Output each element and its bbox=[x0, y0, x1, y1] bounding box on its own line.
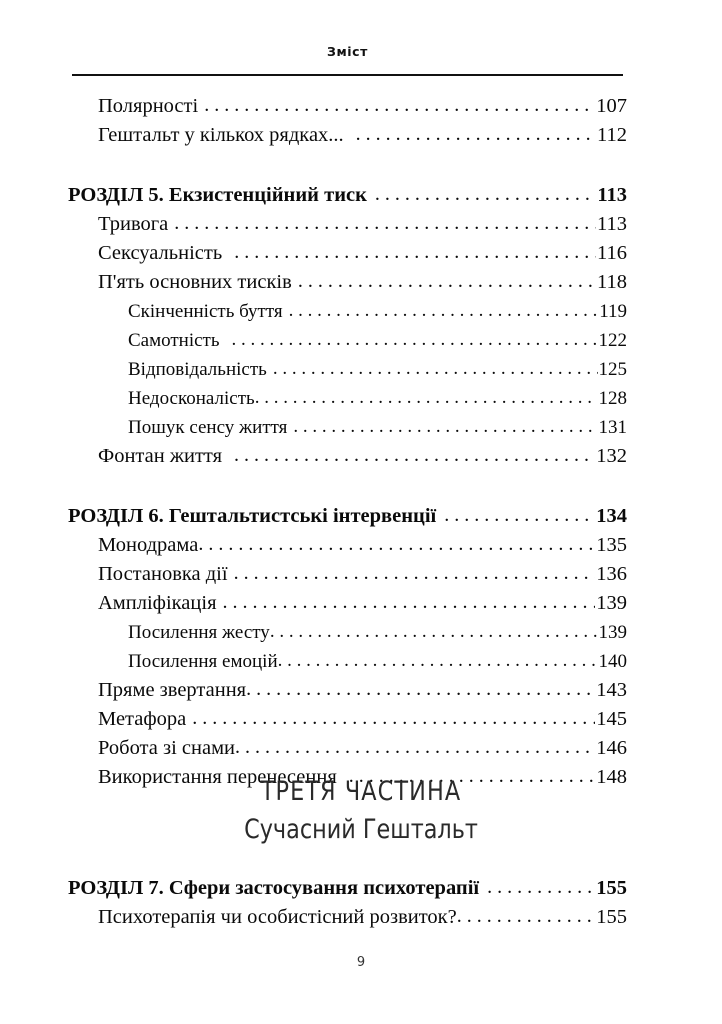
toc-entry-page-number: 128 bbox=[598, 388, 627, 409]
toc-entry-label: РОЗДІЛ 5. Екзистенційний тиск bbox=[68, 184, 367, 206]
toc-entry[interactable] bbox=[98, 705, 627, 734]
part-title-name: Сучасний Гештальт bbox=[244, 814, 478, 845]
toc-chapter-entry[interactable] bbox=[68, 873, 627, 903]
dot-leader bbox=[270, 617, 598, 646]
dot-leader bbox=[255, 383, 598, 412]
toc-entry-page-number: 143 bbox=[596, 679, 627, 701]
dot-leader bbox=[278, 646, 598, 675]
toc-group-chapter-5 bbox=[68, 180, 627, 471]
toc-entry[interactable] bbox=[98, 210, 627, 239]
toc-chapter-entry[interactable] bbox=[68, 501, 627, 531]
dot-leader bbox=[234, 441, 595, 470]
toc-entry[interactable] bbox=[128, 355, 627, 384]
toc-entry-page-number: 113 bbox=[597, 184, 627, 206]
toc-entry-label: Психотерапія чи особистісний розвиток? bbox=[98, 906, 457, 928]
toc-entry-page-number: 136 bbox=[596, 563, 627, 585]
dot-leader bbox=[223, 588, 596, 617]
toc-group-chapter-7 bbox=[68, 873, 627, 932]
toc-entry[interactable] bbox=[128, 647, 627, 676]
dot-leader bbox=[487, 872, 595, 902]
toc-entry-page-number: 107 bbox=[596, 95, 627, 117]
toc-entry-label: Ампліфікація bbox=[98, 592, 217, 614]
toc-entry-label: П'ять основних тисків bbox=[98, 271, 292, 293]
toc-entry-label: Сексуальність bbox=[98, 242, 223, 264]
header-rule bbox=[72, 74, 623, 76]
toc-entry-page-number: 113 bbox=[597, 213, 627, 235]
dot-leader bbox=[198, 530, 595, 559]
toc-entry-label: Відповідальність bbox=[128, 359, 267, 380]
toc-entry-page-number: 139 bbox=[598, 622, 627, 643]
toc-entry-label: Пряме звертання bbox=[98, 679, 247, 701]
toc-entry-page-number: 118 bbox=[597, 271, 627, 293]
toc-entry-label: Метафора bbox=[98, 708, 187, 730]
toc-entry-label: Монодрама bbox=[98, 534, 199, 556]
dot-leader bbox=[234, 238, 596, 267]
toc-entry[interactable] bbox=[98, 903, 627, 932]
toc-entry[interactable] bbox=[98, 268, 627, 297]
toc-chapter-entry[interactable] bbox=[68, 180, 627, 210]
toc-entry-page-number: 134 bbox=[596, 505, 627, 527]
toc-entry-label: Пошук сенсу життя bbox=[128, 417, 288, 438]
toc-entry[interactable] bbox=[128, 326, 627, 355]
toc-entry-label: Використання перенесення bbox=[98, 766, 337, 788]
toc-entry[interactable] bbox=[128, 297, 627, 326]
dot-leader bbox=[298, 267, 596, 296]
toc-entry-page-number: 140 bbox=[598, 651, 627, 672]
toc-entry-page-number: 135 bbox=[596, 534, 627, 556]
toc-entry-label: Посилення емоцій bbox=[128, 651, 278, 672]
toc-entry-label: Фонтан життя bbox=[98, 445, 223, 467]
toc-entry[interactable] bbox=[128, 384, 627, 413]
toc-group-chapter-6 bbox=[68, 501, 627, 792]
toc-entry[interactable] bbox=[98, 121, 627, 150]
toc-entry-page-number: 119 bbox=[599, 301, 627, 322]
toc-group-top bbox=[68, 92, 627, 150]
toc-entry-page-number: 148 bbox=[596, 766, 627, 788]
toc-entry-label: Полярності bbox=[98, 95, 199, 117]
toc-entry[interactable] bbox=[98, 239, 627, 268]
toc-entry-page-number: 155 bbox=[596, 906, 627, 928]
toc-entry-page-number: 122 bbox=[598, 330, 627, 351]
dot-leader bbox=[204, 91, 595, 120]
group-spacer bbox=[68, 150, 627, 180]
dot-leader bbox=[234, 559, 596, 588]
toc-entry-page-number: 146 bbox=[596, 737, 627, 759]
toc-entry[interactable] bbox=[98, 676, 627, 705]
dot-leader bbox=[375, 179, 596, 209]
dot-leader bbox=[246, 675, 595, 704]
toc-entry-label: Самотність bbox=[128, 330, 220, 351]
toc-entry-page-number: 139 bbox=[596, 592, 627, 614]
toc-entry-label: Постановка дії bbox=[98, 563, 228, 585]
dot-leader bbox=[232, 325, 598, 354]
part-title-number: ТРЕТЯ ЧАСТИНА bbox=[260, 776, 462, 807]
toc-entry-page-number: 145 bbox=[596, 708, 627, 730]
toc-entry[interactable] bbox=[98, 442, 627, 471]
running-head: Зміст bbox=[326, 44, 369, 59]
toc-entry-label: Гештальт у кількох рядках... bbox=[98, 124, 344, 146]
toc-entry-page-number: 112 bbox=[597, 124, 627, 146]
toc-entry-label: Недосконалість bbox=[128, 388, 255, 409]
dot-leader bbox=[289, 296, 599, 325]
toc-entry-label: Скінченність буття bbox=[128, 301, 283, 322]
toc-entry-page-number: 155 bbox=[596, 877, 627, 899]
toc-entry-label: Посилення жесту bbox=[128, 622, 270, 643]
page-number: 9 bbox=[356, 955, 366, 970]
toc-entry[interactable] bbox=[98, 531, 627, 560]
toc-entry[interactable] bbox=[98, 734, 627, 763]
toc-entry[interactable] bbox=[128, 618, 627, 647]
group-spacer bbox=[68, 471, 627, 501]
dot-leader bbox=[457, 902, 596, 931]
dot-leader bbox=[293, 412, 597, 441]
toc-entry-label: Робота зі снами bbox=[98, 737, 236, 759]
toc-entry-page-number: 125 bbox=[598, 359, 627, 380]
toc-entry-page-number: 116 bbox=[597, 242, 627, 264]
toc-list bbox=[68, 92, 627, 792]
toc-entry[interactable] bbox=[98, 92, 627, 121]
toc-entry-label: Тривога bbox=[98, 213, 169, 235]
dot-leader bbox=[235, 733, 595, 762]
toc-entry[interactable] bbox=[98, 560, 627, 589]
dot-leader bbox=[174, 209, 596, 238]
toc-entry-label: РОЗДІЛ 6. Гештальтистські інтервенції bbox=[68, 505, 437, 527]
dot-leader bbox=[356, 120, 596, 149]
dot-leader bbox=[444, 500, 595, 530]
dot-leader bbox=[192, 704, 595, 733]
toc-entry-page-number: 131 bbox=[598, 417, 627, 438]
toc-entry-page-number: 132 bbox=[596, 445, 627, 467]
toc-entry-label: РОЗДІЛ 7. Сфери застосування психотерапії bbox=[68, 877, 480, 899]
toc-entry[interactable] bbox=[98, 589, 627, 618]
toc-entry[interactable] bbox=[128, 413, 627, 442]
dot-leader bbox=[273, 354, 598, 383]
part-title bbox=[0, 773, 722, 849]
